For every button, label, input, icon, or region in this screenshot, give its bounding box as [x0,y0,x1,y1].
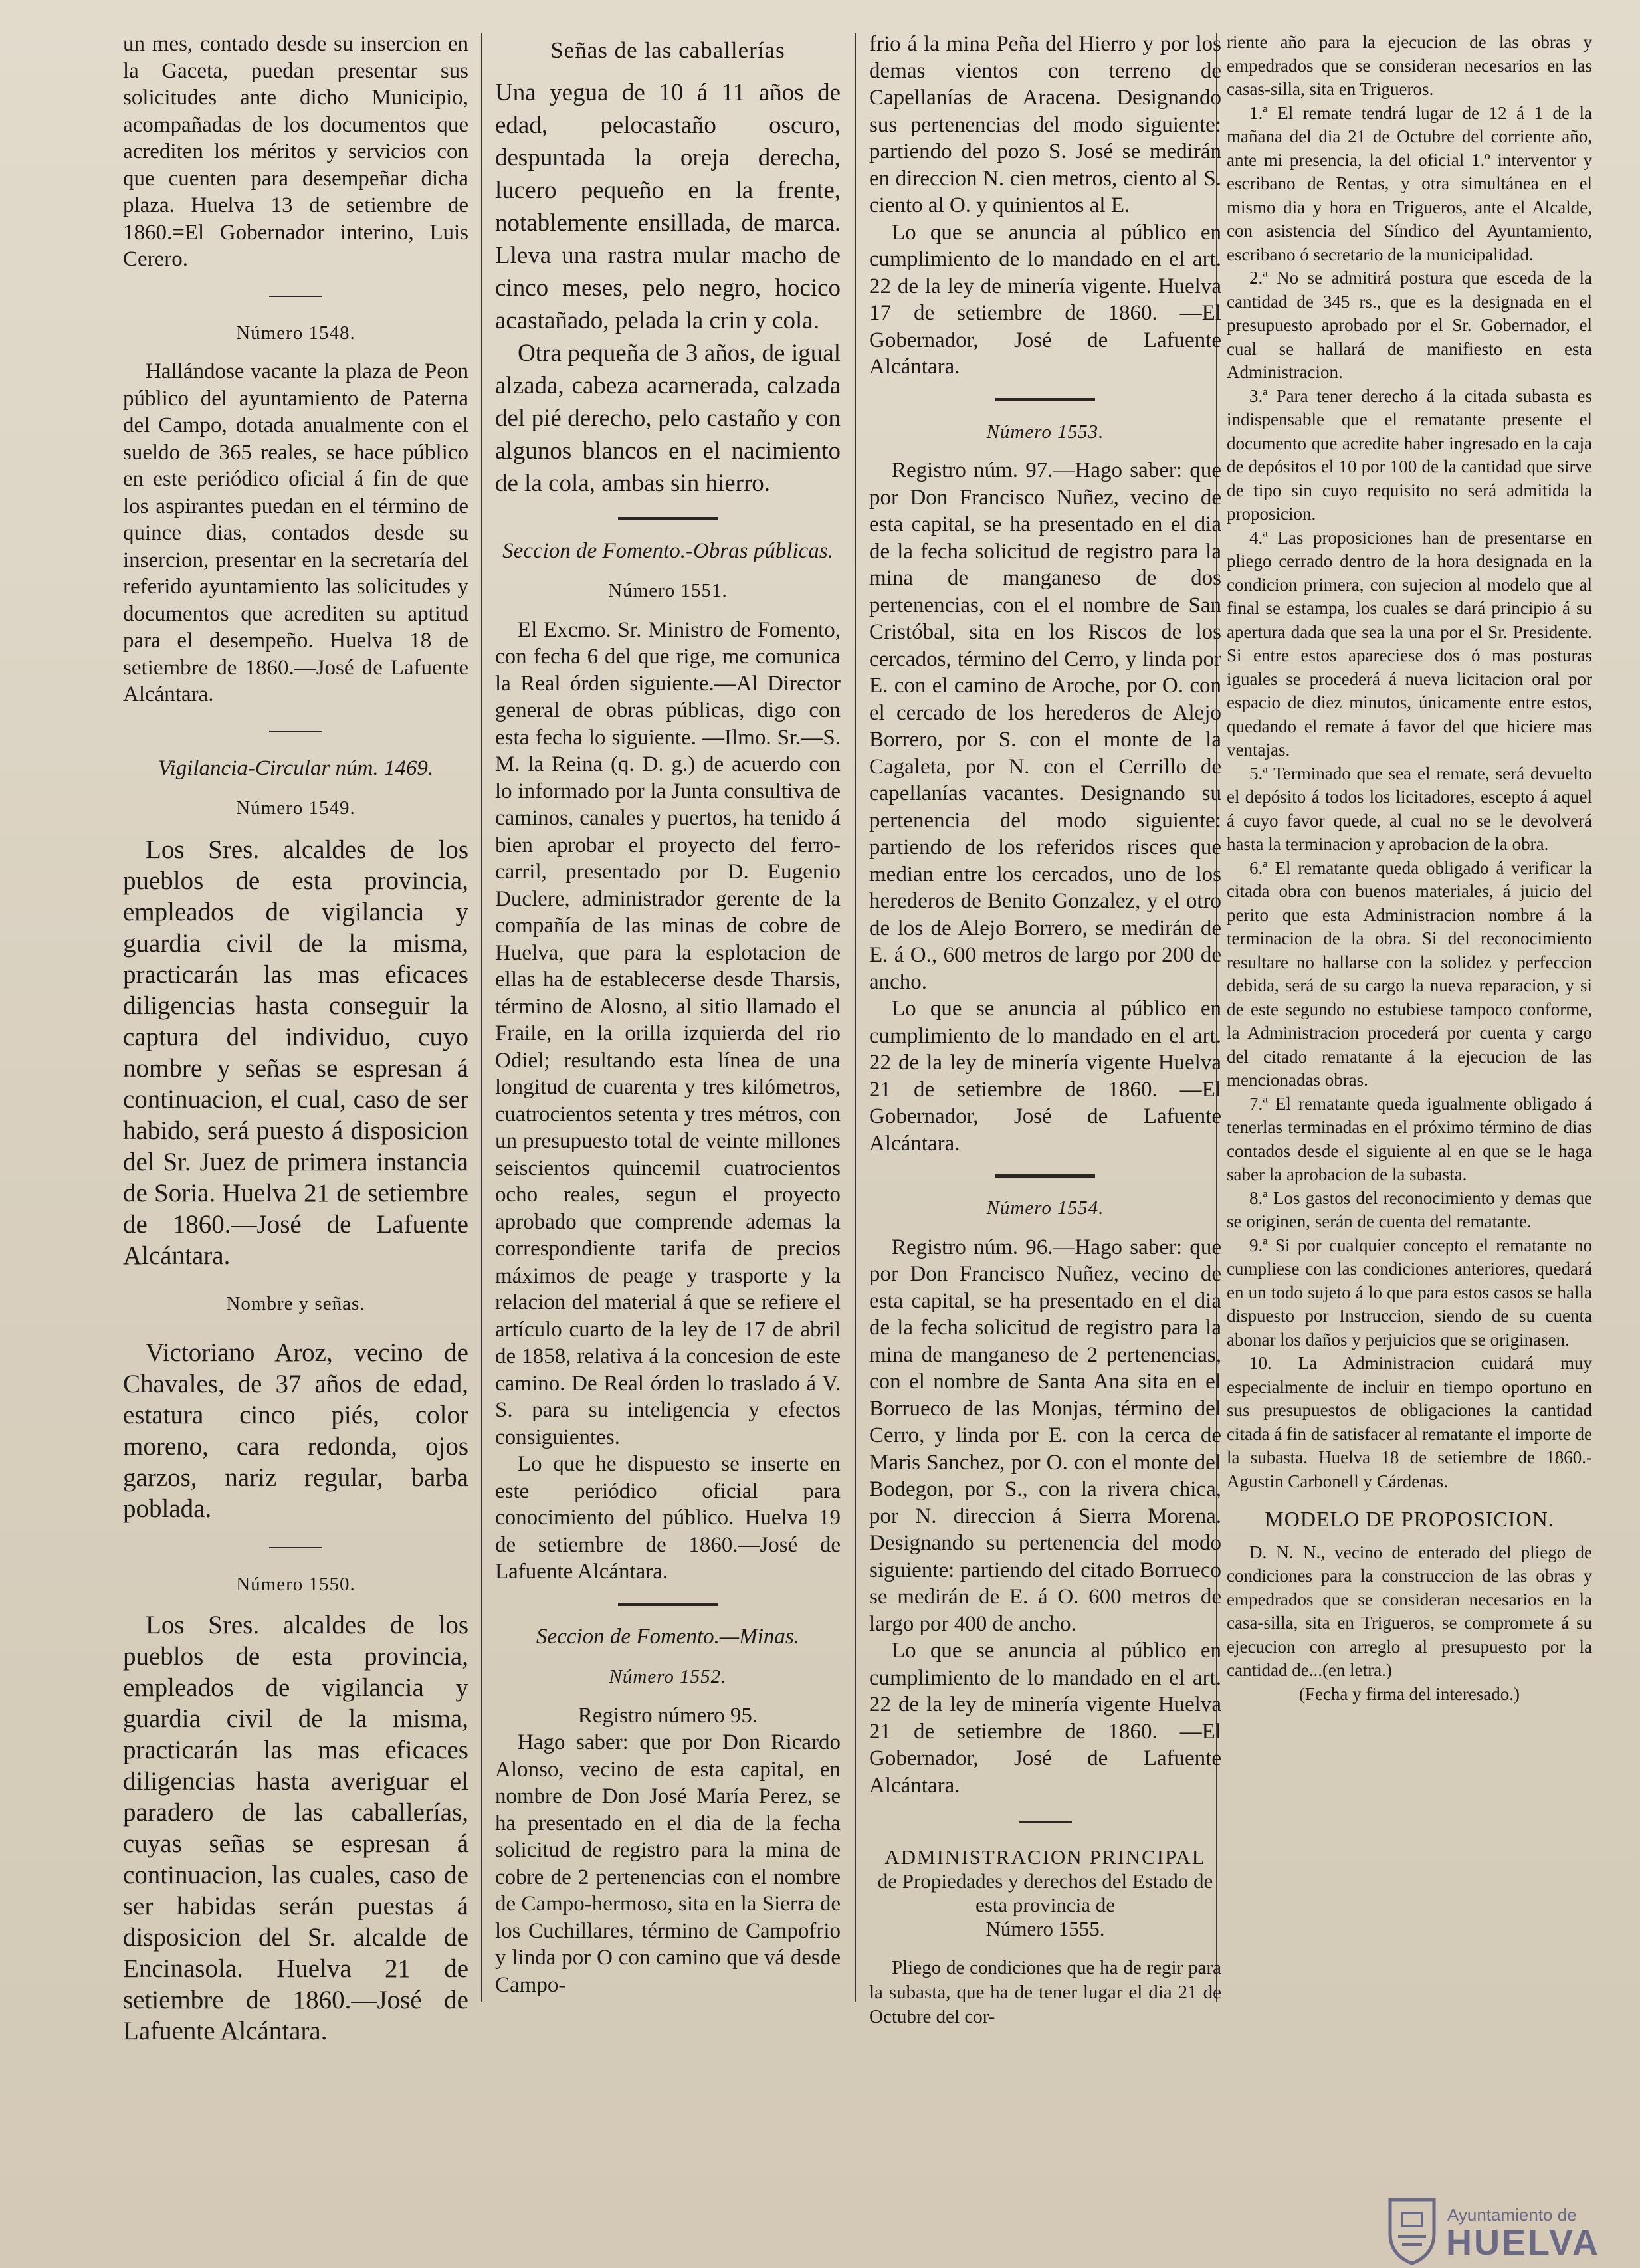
separator [995,1174,1095,1178]
register-number: Registro número 95. [577,1703,758,1728]
huelva-watermark [1382,2193,1635,2266]
section-heading: Seccion de Fomento.—Minas. [536,1624,799,1649]
notice-number: Número 1554. [986,1197,1104,1219]
paragraph: riente año para la ejecucion de las obras y empedrados que se consideran necesarios en las casas-silla, sita en Trigueros. [1227,32,1592,99]
watermark-line1: Ayuntamiento de [1447,2205,1577,2225]
signature-note: (Fecha y firma del interesado.) [1298,1683,1520,1704]
separator [995,398,1095,401]
notice-number: Número 1552. [609,1666,727,1687]
section-heading: Seccion de Fomento.-Obras públicas. [502,538,833,563]
condition-2: 2.ª No se admitirá postura que esceda de la cantidad de 345 rs., que es la designada en el presupuesto aprobado por el Sr. Gobernador, el cual se hallará de manifiesto en esta Administracion. [1227,268,1592,382]
notice-number: Número 1548. [236,322,356,344]
paragraph: Una yegua de 10 á 11 años de edad, pelocastaño oscuro, despuntada la oreja derecha, lucero pequeño en la frente, notablemente ensillada, de marca. Lleva una rastra mular macho de cinco meses, pelo negro, hocico acastañado, pelada la crin y cola. [495,78,841,334]
paragraph: frio á la mina Peña del Hierro y por los demas vientos con terreno de Capellanías de Aracena. Designando sus pertenencias del modo siguiente: partiendo del pozo S. José se medirán en direccion N. cien metros, ciento al S. ciento al O. y quinientos al E. [869,32,1221,217]
notice-number: Número 1551. [608,580,728,601]
paragraph: Los Sres. alcaldes de los pueblos de esta provincia, empleados de vigilancia y guardia civil de la misma, practicarán las mas eficaces diligencias hasta averiguar el paradero de las caballerías, cuyas señas se espresan á continuacion, las cuales, caso de ser habidas serán puestas á disposicion del Sr. alcalde de Encinasola. Huelva 21 de setiembre de 1860.—José de Lafuente Alcántara. [123,1611,468,2045]
separator [618,1603,718,1606]
condition-5: 5.ª Terminado que sea el remate, será devuelto el depósito á todos los licitadores, escepto á aquel á cuyo favor quede, al cual no se le devolverá hasta la terminacion y aprobacion de la obra. [1227,763,1592,854]
separator [269,731,322,732]
subheading: Nombre y señas. [226,1292,365,1314]
condition-8: 8.ª Los gastos del reconocimiento y demas que se originen, serán de cuenta del rematante. [1227,1187,1592,1231]
condition-10: 10. La Administracion cuidará muy especialmente de incluir en tiempo oportuno en sus presupuestos de obligaciones la cantidad citada á fin de satisfacer al rematante el importe de la subasta. Huelva 18 de setiembre de 1860.-Agustin Carbonell y Cárdenas. [1227,1353,1592,1491]
column-3 [869,31,1221,2241]
condition-1: 1.ª El remate tendrá lugar de 12 á 1 de la mañana del dia 21 de Octubre del corriente año, ante mi presencia, la del oficial 1.º interventor y escribano de Rentas, y otra simultánea en el mismo dia y hora en Trigueros, ante el Alcalde, con asistencia del Síndico del Ayuntamiento, escribano ó secretario de la municipalidad. [1227,102,1592,264]
separator [618,517,718,520]
coat-of-arms-icon [1382,2193,1442,2266]
paragraph: Los Sres. alcaldes de los pueblos de esta provincia, empleados de vigilancia y guardia civil de la misma, practicarán las mas eficaces diligencias hasta conseguir la captura del individuo, cuyo nombre y señas se espresan á continuacion, el cual, caso de ser habido, será puesto á disposicion del Sr. Juez de primera instancia de Soria. Huelva 21 de setiembre de 1860.—José de Lafuente Alcántara. [123,835,468,1270]
paragraph: Lo que he dispuesto se inserte en este periódico oficial para conocimiento del público. Huelva 19 de setiembre de 1860.—José de Lafuente Alcántara. [495,1452,841,1584]
paragraph: Lo que se anuncia al público en cumplimiento de lo mandado en el art. 22 de la ley de minería vigente Huelva 21 de setiembre de 1860. —El Gobernador, José de Lafuente Alcántara. [869,1639,1221,1798]
condition-6: 6.ª El rematante queda obligado á verificar la citada obra con buenos materiales, á juicio del perito que esta Administracion nombre á la terminacion de la obra. Si del reconocimiento resultare no hallarse con la solidez y perfeccion debida, será de su cargo la nueva reparacion, y si de este segundo no estubiese tampoco conforme, la Administracion procederá por cuenta y cargo del citado rematante á la ejecucion de las mencionadas obras. [1227,857,1592,1090]
condition-4: 4.ª Las proposiciones han de presentarse en pliego cerrado dentro de la hora designada en la condicion primera, con sujecion al modelo que al final se estampa, los cuales se dará principio á su apertura dada que sea la una por el Sr. Presidente. Si entre estos apareciese dos ó mas posturas iguales se procederá á nueva licitacion oral por espacio de diez minutos, únicamente entre estos, quedando el remate á favor del que hiciere mas ventajas. [1227,527,1592,760]
column-rule [855,33,856,2002]
notice-number: Número 1549. [236,797,356,819]
separator [269,296,322,297]
watermark-line2: HUELVA [1446,2223,1600,2263]
paragraph: Lo que se anuncia al público en cumplimiento de lo mandado en el art. 22 de la ley de minería vigente. Huelva 17 de setiembre de 1860. —El Gobernador, José de Lafuente Alcántara. [869,220,1221,379]
model-heading: MODELO DE PROPOSICION. [1265,1507,1554,1531]
column-2 [495,31,841,2241]
column-1 [123,31,468,2241]
condition-9: 9.ª Si por cualquier concepto el rematante no cumpliese con las condiciones anteriores, quedará en un todo sujeto á lo que para estos casos se halla dispuesto por Instruccion, siendo de su cuenta abonar los daños y perjuicios que se originasen. [1227,1235,1592,1350]
admin-title: ADMINISTRACION PRINCIPAL [884,1845,1206,1869]
section-heading: Señas de las caballerías [550,37,785,63]
paragraph: Victoriano Aroz, vecino de Chavales, de 37 años de edad, estatura cinco piés, color moreno, cara redonda, ojos garzos, nariz regular, barba poblada. [123,1338,468,1523]
admin-subtitle: de Propiedades y derechos del Estado de esta provincia de [877,1869,1213,1916]
paragraph: El Excmo. Sr. Ministro de Fomento, con fecha 6 del que rige, me comunica la Real órden siguiente.—Al Director general de obras públicas, digo con esta fecha lo siguiente. —Ilmo. Sr.—S. M. la Reina (q. D. g.) de acuerdo con lo informado por la Junta consultiva de caminos, canales y puertos, ha tenido á bien aprobar el proyecto del ferro-carril, presentado por D. Eugenio Duclere, administrador gerente de la compañía de las minas de cobre de Huelva, que para la esplotacion de ellas ha de establecerse desde Tharsis, término de Alosno, al sitio llamado el Fraile, en la orilla izquierda del rio Odiel; resultando esta línea de una longitud de cuarenta y tres kilómetros, cuatrocientos setenta y tres métros, con un presupuesto total de veinte millones seiscientos quincemil cuatrocientos ocho reales, segun el proyecto aprobado que comprende ademas la correspondiente tarifa de precios máximos de peage y trasporte y la relacion del material á que se refiere el artículo cuarto de la ley de 17 de abril de 1858, relativa á la concesion de este camino. De Real órden lo traslado á V. S. para su inteligencia y efectos consiguientes. [495,617,841,1449]
paragraph: Hallándose vacante la plaza de Peon público del ayuntamiento de Paterna del Campo, dotada anualmente con el sueldo de 365 reales, se hace público en este periódico oficial á fin de que los aspirantes puedan en el término de quince dias, contados desde su insercion, presentar en la secretaría del referido ayuntamiento las solicitudes y documentos que acrediten su aptitud para el desempeño. Huelva 18 de setiembre de 1860.—José de Lafuente Alcántara. [123,360,468,706]
separator [1019,1821,1072,1823]
paragraph: Registro núm. 96.—Hago saber: que por Don Francisco Nuñez, vecino de esta capital, se ha presentado en el dia de la fecha solicitud de registro para la mina de manganeso de 2 pertenencias, con el nombre de Santa Ana sita en el Borrueco de las Monjas, término del Cerro, y linda por E. con la cerca de Maris Sanchez, por O. con el monte del Bodegon, por S., con la rivera chica, por N. direccion á Sierra Morena. Designando su pertenencia del modo siguiente: partiendo del citado Borrueco se medirán de E. á O. 600 metros de largo por 400 de ancho. [869,1235,1221,1636]
paragraph: Lo que se anuncia al público en cumplimiento de lo mandado en el art. 22 de la ley de minería vigente Huelva 21 de setiembre de 1860. —El Gobernador, José de Lafuente Alcántara. [869,997,1221,1156]
column-4 [1227,31,1592,2241]
paragraph: un mes, contado desde su insercion en la Gaceta, puedan presentar sus solicitudes ante dicho Municipio, acompañadas de los documentos que acrediten los méritos y servicios con que cuenten para desempeñar dicha plaza. Huelva 13 de setiembre de 1860.=El Gobernador interino, Luis Cerero. [123,32,468,271]
section-heading: Vigilancia-Circular núm. 1469. [157,756,434,780]
separator [269,1547,322,1548]
paragraph: Pliego de condiciones que ha de regir para la subasta, que ha de tener lugar el dia 21 de Octubre del cor- [869,1957,1221,2027]
model-text: D. N. N., vecino de enterado del pliego de condiciones para la construccion de las obras y empedrados que se consideran necesarios en la casa-silla, sita en Trigueros, se compromete á su ejecucion con arreglo al presupuesto por la cantidad de...(en letra.) [1227,1542,1592,1680]
notice-number: Número 1553. [986,421,1104,443]
condition-7: 7.ª El rematante queda igualmente obligado á tenerlas terminadas en el próximo término de dias contados desde el siguiente al en que se le haga saber la aprobacion de la subasta. [1227,1093,1592,1184]
column-rule [481,33,482,2002]
notice-number: Número 1555. [985,1917,1105,1940]
notice-number: Número 1550. [236,1573,356,1595]
condition-3: 3.ª Para tener derecho á la citada subasta es indispensable que el rematante presente el documento que acredite haber ingresado en la caja de depósitos el 10 por 100 de la cantidad que sirve de tipo sin cuyo requisito no será admitida la proposicion. [1227,385,1592,524]
admin-heading [869,1845,1221,1941]
paragraph: Otra pequeña de 3 años, de igual alzada, cabeza acarnerada, calzada del pié derecho, pelo castaño y con algunos blancos en el nacimiento de la cola, ambas sin hierro. [495,339,841,497]
paragraph: Registro núm. 97.—Hago saber: que por Don Francisco Nuñez, vecino de esta capital, se ha presentado en el dia de la fecha solicitud de registro para la mina de manganeso de dos pertenencias, con el el nombre de San Cristóbal, sita en los Riscos de los cercados, término del Cerro, y linda por E. con el camino de Aroche, por O. con el cercado de los herederos de Alejo Borrero, por S. con el monte de la Cagaleta, por N. con el Cerrillo de capellanías vacantes. Designando su pertenencia del modo siguiente: partiendo de los referidos risces que median entre los cercados, uno de los herederos de Benito Gonzalez, y el otro de los de Alejo Borrero, se medirán de E. á O., 600 metros de largo por 200 de ancho. [869,459,1221,994]
paragraph: Hago saber: que por Don Ricardo Alonso, vecino de esta capital, en nombre de Don José María Perez, se ha presentado en el dia de la fecha solicitud de registro para la mina de cobre de 2 pertenencias con el nombre de Campo-hermoso, sita en la Sierra de los Cuchillares, término de Campofrio y linda por O con camino que vá desde Campo- [495,1730,841,1997]
